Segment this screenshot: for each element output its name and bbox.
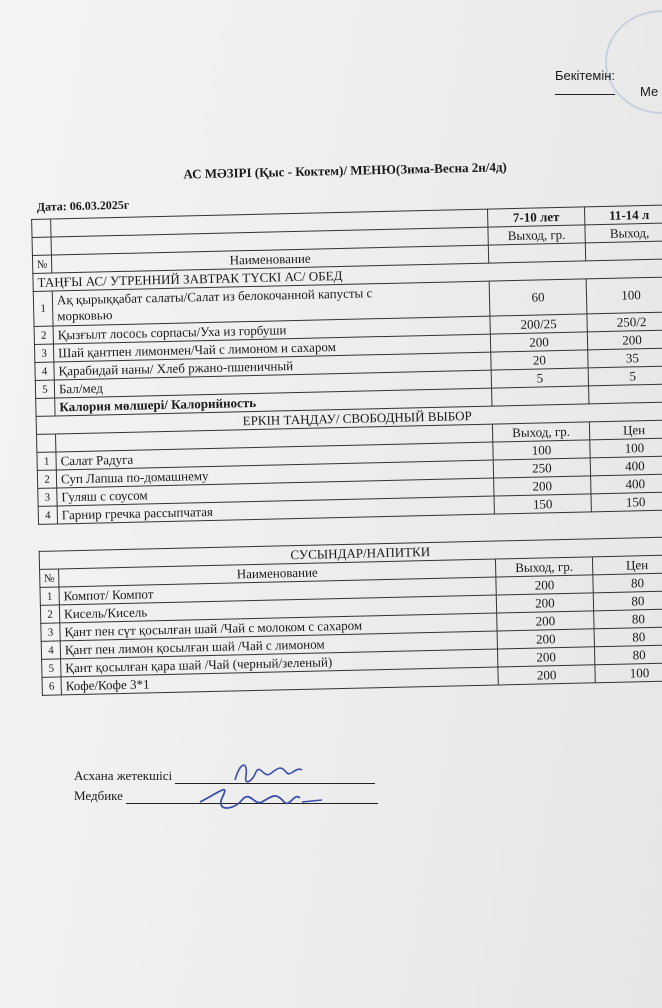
table-row: 5 Қант қосылған қара шай /Чай (черный/зеленый) 200 80: [42, 645, 662, 678]
cook-label: Асхана жетекшісі: [74, 768, 173, 783]
table-row: 2 Қызғылт лосось сорпасы/Уха из горбуши 200/25 250/2: [34, 312, 662, 345]
drinks-table: СУСЫНДАР/НАПИТКИ № Наименование Выход, гр. Цен 1 Компот/ Компот 200 80 2 Кисель/Кисель 200 80 3 Қант пен сүт қосылған шай /Чай с молоком с сахаром 200 80 4 Қант пен лимон қосылған шай /Чай с лимоном 200 80 5 Қант қосылған қара шай /Чай (черный/зеленый) 200 80 6 Кофе/Кофе 3*1 200 100: [39, 536, 662, 696]
menu-date: Дата: 06.03.2025г: [36, 197, 130, 214]
medic-label: Медбике: [74, 788, 123, 803]
table-row: 6 Кофе/Кофе 3*1 200 100: [42, 663, 662, 696]
table-row: 3 Қант пен сүт қосылған шай /Чай с молоком с сахаром 200 80: [41, 609, 662, 642]
table-row: 1 Ақ қырыққабат салаты/Салат из белокочанной капусты с морковью 60 100: [33, 277, 662, 327]
table-row: 4 Қант пен лимон қосылған шай /Чай с лимоном 200 80: [41, 627, 662, 660]
col-name: Наименование: [51, 245, 488, 273]
drinks-section: СУСЫНДАР/НАПИТКИ: [39, 537, 662, 570]
table-row: 1 Салат Радуга 100 100: [37, 438, 662, 471]
col-out1: Выход, гр.: [488, 225, 585, 245]
breakfast-table: [31, 204, 662, 525]
table-row: 4 Гарнир гречка рассыпчатая 150 150: [38, 492, 662, 525]
col-age2: 11-14 л: [584, 205, 662, 225]
table-row: 2 Кисель/Кисель 200 80: [40, 591, 662, 624]
col-num: №: [32, 255, 51, 273]
table-row: 5 Бал/мед 5 5: [35, 366, 662, 399]
table-row: 2 Суп Лапша по-домашнему 250 400: [37, 456, 662, 489]
handwritten-signature-icon: [190, 752, 340, 824]
approval-line2: Ме: [640, 84, 659, 99]
calorie-row: Калория мөлшері/ Калорийность: [36, 384, 662, 417]
table-row: 4 Қарабидай наны/ Хлеб ржано-пшеничный 20 35: [35, 348, 662, 381]
col-out2: Выход,: [585, 223, 662, 243]
table-row: 3 Шай қантпен лимонмен/Чай с лимоном и сахаром 200 200: [34, 330, 662, 363]
menu-sheet: [30, 154, 662, 696]
free-col-out: Выход, гр.: [492, 422, 589, 442]
breakfast-section: ТАҢҒЫ АС/ УТРЕННИЙ ЗАВТРАК ТҮСКІ АС/ ОБЕД: [33, 259, 662, 292]
col-age1: 7-10 лет: [488, 207, 585, 227]
free-choice-section: ЕРКІН ТАҢДАУ/ СВОБОДНЫЙ ВЫБОР: [36, 402, 662, 435]
free-col-price: Цен: [589, 420, 662, 440]
table-row: 1 Компот/ Компот 200 80: [40, 573, 662, 606]
approve-label: Бекітемін:: [555, 68, 615, 83]
table-row: 3 Гуляш с соусом 200 400: [38, 474, 662, 507]
page-title: АС МӘЗІРІ (Қыс - Коктем)/ МЕНЮ(Зима-Весна 2н/4д): [183, 159, 507, 182]
